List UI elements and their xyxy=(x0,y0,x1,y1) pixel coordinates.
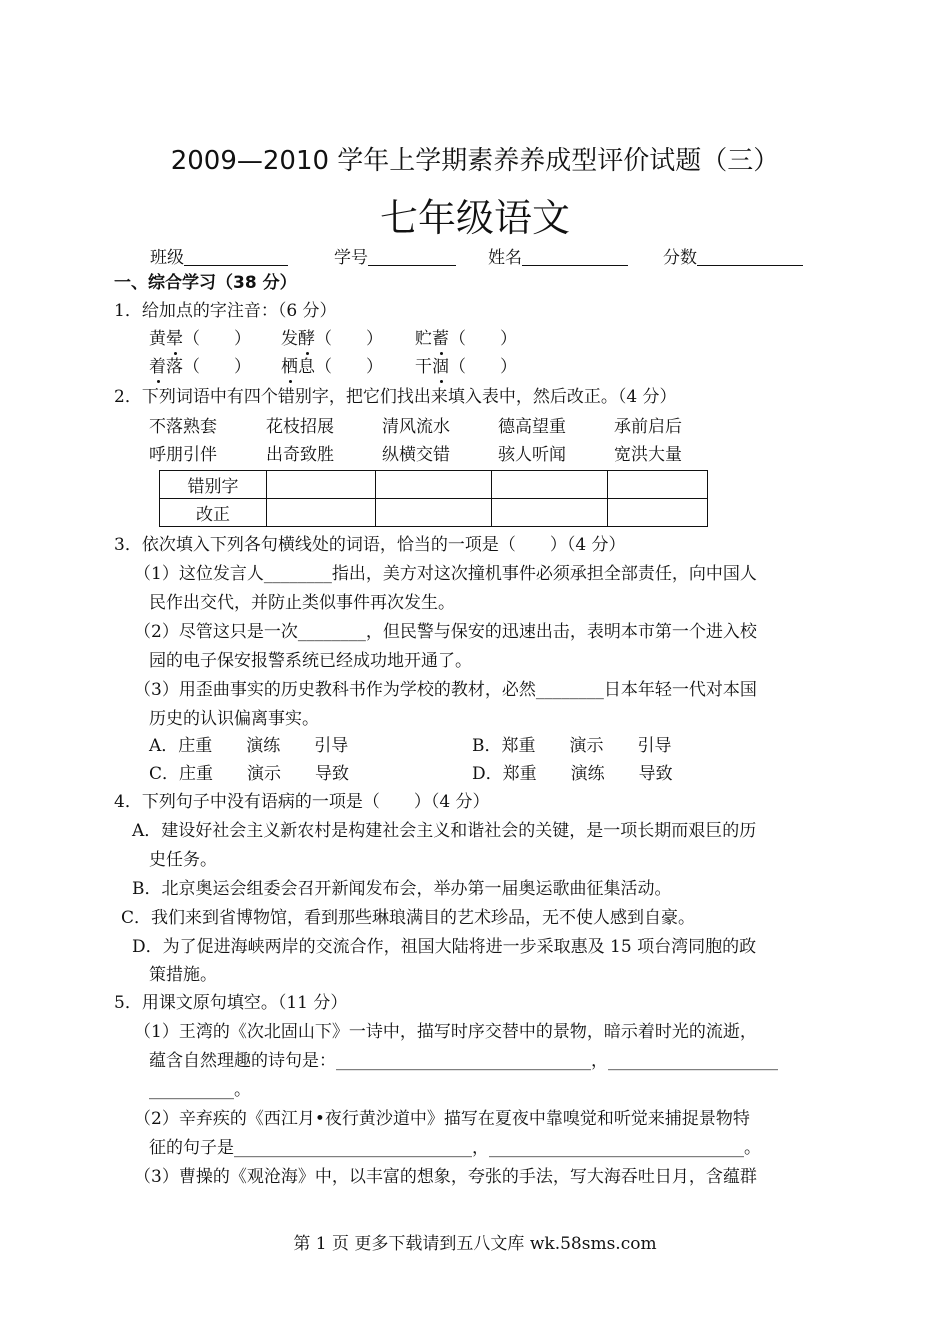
exam-subtitle: 七年级语文 xyxy=(379,196,570,240)
q3-option-c: C．庄重 演示 导致 xyxy=(149,764,350,784)
question-3-stem: 3．依次填入下列各句横线处的词语，恰当的一项是（ ）（4 分） xyxy=(114,535,626,555)
q1-item: 栖息（ ） xyxy=(281,357,383,377)
score-blank xyxy=(697,247,803,266)
q3-sentence: 民作出交代，并防止类似事件再次发生。 xyxy=(149,593,455,613)
exam-title: 2009—2010 学年上学期素养养成型评价试题（三） xyxy=(170,146,780,176)
error-correction-table xyxy=(159,470,708,527)
field-label-score: 分数 xyxy=(663,248,697,268)
table-row xyxy=(160,499,708,527)
q2-word: 清风流水 xyxy=(382,417,450,437)
q1-item: 干涸（ ） xyxy=(415,357,517,377)
q1-item: 贮蓄（ ） xyxy=(415,329,517,349)
q1-item: 发酵（ ） xyxy=(281,329,383,349)
q4-option-a-cont: 史任务。 xyxy=(149,850,217,870)
q1-item: 着落（ ） xyxy=(149,357,251,377)
table-row xyxy=(160,471,708,499)
q2-word: 骇人听闻 xyxy=(498,445,566,465)
q2-word: 不落熟套 xyxy=(149,417,217,437)
q4-option-c: C．我们来到省博物馆，看到那些琳琅满目的艺术珍品，无不使人感到自豪。 xyxy=(121,908,696,928)
class-field xyxy=(150,243,288,268)
q3-sentence: 历史的认识偏离事实。 xyxy=(149,709,319,729)
q5-part: （3）曹操的《观沧海》中，以丰富的想象，夸张的手法，写大海吞吐日月，含蕴群 xyxy=(134,1167,757,1187)
q2-word: 呼朋引伴 xyxy=(149,445,217,465)
answer-cell[interactable] xyxy=(267,471,376,499)
name-field xyxy=(488,243,628,268)
answer-cell[interactable] xyxy=(267,499,376,527)
q2-word: 纵横交错 xyxy=(382,445,450,465)
answer-cell[interactable] xyxy=(492,499,608,527)
table-row-label: 错别字 xyxy=(160,471,267,499)
table-row-label: 改正 xyxy=(160,499,267,527)
name-blank xyxy=(522,247,628,266)
q2-word: 德高望重 xyxy=(498,417,566,437)
answer-cell[interactable] xyxy=(376,471,492,499)
answer-cell[interactable] xyxy=(492,471,608,499)
question-5-stem: 5．用课文原句填空。（11 分） xyxy=(114,993,348,1013)
q4-option-d-cont: 策措施。 xyxy=(149,965,217,985)
student-id-field xyxy=(334,243,456,268)
page-footer: 第 1 页 更多下载请到五八文库 wk.58sms.com xyxy=(293,1234,657,1254)
q3-option-a: A．庄重 演练 引导 xyxy=(149,736,349,756)
q3-sentence: （3）用歪曲事实的历史教科书作为学校的教材，必然________日本年轻一代对本国 xyxy=(134,680,757,700)
field-label-id: 学号 xyxy=(334,248,368,268)
q2-word: 宽洪大量 xyxy=(614,445,682,465)
q4-option-d: D．为了促进海峡两岸的交流合作，祖国大陆将进一步采取惠及 15 项台湾同胞的政 xyxy=(132,937,757,957)
q4-option-a: A．建设好社会主义新农村是构建社会主义和谐社会的关键，是一项长期而艰巨的历 xyxy=(132,821,757,841)
q4-option-b: B．北京奥运会组委会召开新闻发布会，举办第一届奥运歌曲征集活动。 xyxy=(132,879,672,899)
q5-part: （2）辛弃疾的《西江月•夜行黄沙道中》描写在夏夜中靠嗅觉和听觉来捕捉景物特 xyxy=(134,1109,750,1129)
q2-word: 花枝招展 xyxy=(266,417,334,437)
q3-option-b: B．郑重 演示 引导 xyxy=(472,736,672,756)
section-heading: 一、综合学习（38 分） xyxy=(114,273,297,293)
answer-cell[interactable] xyxy=(608,499,708,527)
q5-part: （1）王湾的《次北固山下》一诗中，描写时序交替中的景物，暗示着时光的流逝， xyxy=(134,1022,757,1042)
field-label-class: 班级 xyxy=(150,248,184,268)
id-blank xyxy=(368,247,456,266)
question-2-stem: 2．下列词语中有四个错别字，把它们找出来填入表中，然后改正。（4 分） xyxy=(114,387,677,407)
question-1-stem: 1．给加点的字注音：（6 分） xyxy=(114,301,337,321)
answer-cell[interactable] xyxy=(608,471,708,499)
question-4-stem: 4．下列句子中没有语病的一项是（ ）（4 分） xyxy=(114,792,490,812)
q3-sentence: （1）这位发言人________指出，美方对这次撞机事件必须承担全部责任，向中国人 xyxy=(134,564,757,584)
q3-sentence: 园的电子保安报警系统已经成功地开通了。 xyxy=(149,651,472,671)
field-label-name: 姓名 xyxy=(488,248,522,268)
class-blank xyxy=(184,247,288,266)
q1-item: 黄晕（ ） xyxy=(149,329,251,349)
answer-cell[interactable] xyxy=(376,499,492,527)
q2-word: 承前启后 xyxy=(614,417,682,437)
q5-part: 蕴含自然理趣的诗句是：______________________________，____________________ xyxy=(149,1051,778,1071)
q3-sentence: （2）尽管这只是一次________，但民警与保安的迅速出击，表明本市第一个进入校 xyxy=(134,622,757,642)
q3-option-d: D．郑重 演练 导致 xyxy=(472,764,673,784)
score-field xyxy=(663,243,803,268)
q5-part: __________。 xyxy=(149,1080,251,1100)
q5-part: 征的句子是____________________________，______________________________。 xyxy=(149,1138,761,1158)
q2-word: 出奇致胜 xyxy=(266,445,334,465)
